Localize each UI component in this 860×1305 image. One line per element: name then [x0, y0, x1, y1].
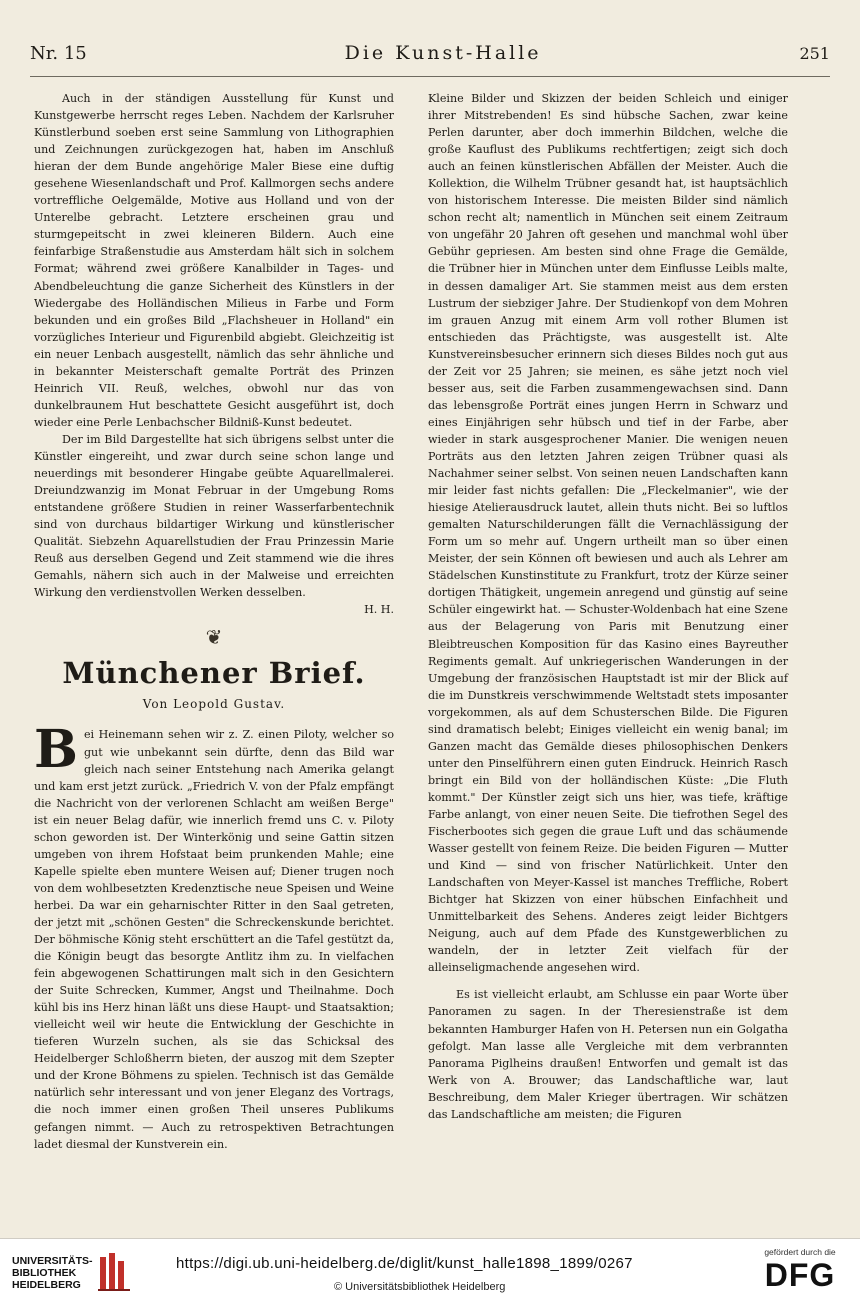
library-emblem-icon: [96, 1251, 132, 1293]
header-rule: [30, 76, 830, 77]
dfg-logo[interactable]: [754, 1247, 846, 1292]
byline: Von Leopold Gustav.: [142, 697, 286, 712]
page-header: [30, 40, 830, 66]
paragraph: Es ist vielleicht erlaubt, am Schlusse ein paar Worte über Panoramen zu sagen. In der Theresienstraße ist dem bekannten Hamburger Hafen von H. Petersen nun ein Golgatha gefolgt. Man lasse alle Vergleiche mit dem verbrannten Panorama Piglheins draußen! Entworfen und gemalt ist das Werk von A. Brouwer; das Landschaftliche war, laut Beschreibung, dem Maler Krieger übertragen. Wir schätzen das Landschaftliche am meisten; die Figuren: [428, 988, 788, 1121]
paragraph: Kleine Bilder und Skizzen der beiden Schleich und einiger ihrer Mitstrebenden! Es sind hübsche Sachen, zwar keine Perlen darunter, aber doch immerhin Bildchen, welche die große Kauflust des Publikums rechtfertigen; zeigt sich doch auch an feinen künstlerischen Abfällen der Meister. Auch die Kollektion, die Wilhelm Trübner gesandt hat, ist hauptsächlich von historischem Interesse. Die meisten Bilder sind nämlich schon recht alt; namentlich in München seit einem Zeitraum von ungefähr 20 Jahren oft gesehen und manchmal wohl über Gebühr gepriesen. Am besten sind ohne Frage die Gemälde, die Trübner hier in München unter dem Einflusse Leibls malte, in dessen damaliger Art. Sie stammen meist aus dem ersten Lustrum der siebziger Jahre. Der Studienkopf von dem Mohren im grauen Anzug mit einem Arm voll rother Blumen ist entschieden das Prächtigste, was ausgestellt ist. Alte Kunstvereinsbesucher erinnern sich dieses Bildes noch gut aus der Zeit vor 25 Jahren; sie meinen, es sähe jetzt noch viel besser aus, seit die Farben zusammengewachsen sind. Dann das lebensgroße Porträt eines jungen Herrn in Schwarz und eines Einjährigen sehr hübsch und tief in der Farbe, aber wieder in stark ausgesprochener Manier. Die wenigen neuen Porträts aus den letzten Jahren zeigen Trübner quasi als Nachahmer seiner selbst. Von seinen neuen Landschaften kann mir leider fast nichts gefallen: Die „Fleckelmanier", wie der hiesige Atelierausdruck lautet, allein thuts nicht. Bei so luftlos gemalten Naturschilderungen fällt die Vernachlässigung der Form um so mehr auf. Ungern urtheilt man so über einen Meister, der sein Können oft bewiesen und auch als Lehrer am Städelschen Kunstinstitute zu Frankfurt, trotz der Kürze seiner dortigen Thätigkeit, ungemein anregend und günstig auf seine Schüler eingewirkt hat. — Schuster-Woldenbach hat eine Szene aus der Belagerung von Paris mit Benutzung einer Bleibtreuschen Komposition für das Kasino eines Bayreuther Regiments gemalt. Auf unkriegerischen Wanderungen in der Umgebung der französischen Hauptstadt ist mir der Blick auf die im Dunstkreis verschwimmende Weltstadt stets imposanter vorgekommen, als auf dem Schusterschen Bilde. Die Figuren sind dramatisch belebt; Einiges vielleicht ein wenig banal; im Ganzen macht das Gemälde dieses philosophischen Denkers unter den Pinselführern einen guten Eindruck. Heinrich Rasch bringt ein Bild von der holländischen Küste: „Die Fluth kommt." Der Künstler zeigt sich uns hier, was tiefe, kräftige Farbe anlangt, von einer neuen Seite. Die tiefrothen Segel des Fischerbootes sich gegen die graue Luft und das schäumende Wasser gestellt von feinem Reize. Die beiden Figuren — Mutter und Kind — sind von frischer Natürlichkeit. Unter den Landschaften von Meyer-Kassel ist manches Treffliche, Robert Bichtger hat Skizzen von einer hübschen Einfachheit und Unmittelbarkeit des Sehens. Anderes zeigt leider Bichtgers Neigung, auch auf dem Pfade des Kunstgewerblichen zu wandeln, der in letzter Zeit vielfach für der alleinseligmachende angesehen wird.: [428, 92, 788, 975]
left-column: [34, 90, 394, 1153]
funder-note: gefördert durch die: [764, 1247, 836, 1257]
dropcap: B: [34, 719, 78, 781]
paragraph: Der im Bild Dargestellte hat sich übrigens selbst unter die Künstler eingereiht, und zwar durch seine schon lange und neuerdings mit besonderer Hingabe geübte Aquarellmalerei. Dreiundzwanzig im Monat Februar in der Umgebung Roms entstandene größere Studien in reiner Wasserfarbentechnik sind von durchaus bildartiger Wirkung und künstlerischer Qualität. Siebzehn Aquarellstudien der Frau Prinzessin Marie Reuß aus derselben Gegend und Zeit stammend wie die ihres Gemahls, nähern sich auch in der Malweise und erreichten Wirkung den verdienstvollen Werken desselben.: [34, 432, 394, 600]
paragraph: Auch in der ständigen Ausstellung für Kunst und Kunstgewerbe herrscht reges Leben. Nachdem der Karlsruher Künstlerbund soeben erst seine Sammlung von Lithographien und Zeichnungen zurückgezogen hat, haben im Anschluß hieran der dem Bunde angehörige Maler Biese eine duftig gesehene Wiesenlandschaft und Prof. Kallmorgen sechs andere vortreffliche Oelgemälde, Motive aus Holland und von der Unterelbe gebracht. Letztere erscheinen grau und sturmgepeitscht in zwei kleineren Bildern. Auch eine feinfarbige Straßenstudie aus Amsterdam hält sich in solchem Format; während zwei größere Kanalbilder in Tages- und Abendbeleuchtung die ganze Sicherheit des Künstlers in der Wiedergabe des Holländischen Milieus in Farbe und Form bekunden und ein großes Bild „Flachsheuer in Holland" ein vorzügliches Interieur und Figurenbild abgiebt. Gleichzeitig ist ein neuer Lenbach ausgestellt, nämlich das sehr ähnliche und in bekannter Meisterschaft gemalte Porträt des Prinzen Heinrich VII. Reuß, welches, obwohl nur das von dunkelbraunem Hut beschattete Gesicht ausgeführt ist, doch wieder eine Perle Lenbachscher Bildniß-Kunst bedeutet.: [34, 92, 394, 429]
journal-title: Die Kunst-Halle: [344, 42, 542, 64]
signature: H. H.: [364, 603, 394, 617]
paragraph-with-dropcap: [34, 719, 394, 1152]
page-number: 251: [799, 43, 830, 63]
footer-bar: [0, 1238, 860, 1305]
library-name: UNIVERSITÄTS- BIBLIOTHEK HEIDELBERG: [12, 1255, 93, 1291]
ornament-icon: ❦: [205, 625, 223, 650]
paragraph-text: ei Heinemann sehen wir z. Z. einen Piloty, welcher so gut wie unbekannt sein dürfte, denn das Bild war gleich nach seiner Entstehung nach Amerika gelangt und kam erst jetzt zurück. „Friedrich V. von der Pfalz empfängt die Nachricht von der verlorenen Schlacht am weißen Berge" ist ein neuer Belag dafür, wie innerlich fremd uns C. v. Piloty schon geworden ist. Der Winterkönig und seine Gattin sitzen umgeben von ihrem Hofstaat beim prunkenden Mahle; eine Kapelle spielte eben muntere Weisen auf; Diener trugen noch von dem wohlbesetzten Kredenztische neue Speisen und Weine herbei. Da war ein geharnischter Ritter in den Saal getreten, der jetzt mit „schönen Gesten" die Schreckenskunde berichtet. Der böhmische König steht erschüttert an die Tafel gestützt da, die Königin beugt das besorgte Antlitz ihm zu. In vielfachen fein abgewogenen Schattirungen malt sich in den Gesichtern der Suite Schrecken, Kummer, Angst und Theilnahme. Doch kühl bis ins Herz hinan läßt uns diese Haupt- und Staatsaktion; vielleicht weil wir heute die Entwicklung der Geschichte in tieferen Wurzeln suchen, als sie das Schicksal des Heidelberger Schloßherrn bieten, der auszog mit dem Szepter und der Krone Böhmens zu spielen. Technisch ist das Gemälde natürlich sehr interessant und von jener Eleganz des Vortrags, die noch immer einen großen Theil unseres Publikums gefangen nimmt. — Auch zu retrospektiven Betrachtungen ladet diesmal der Kunstverein ein.: [34, 728, 394, 1151]
right-column: [428, 90, 788, 1123]
library-logo[interactable]: [12, 1255, 162, 1295]
copyright: © Universitätsbibliothek Heidelberg: [334, 1281, 506, 1293]
dfg-wordmark: DFG: [764, 1257, 836, 1293]
permalink[interactable]: https://digi.ub.uni-heidelberg.de/diglit/kunst_halle1898_1899/0267: [176, 1255, 633, 1272]
issue-number: Nr. 15: [30, 42, 87, 64]
article-title: Münchener Brief.: [62, 656, 366, 691]
